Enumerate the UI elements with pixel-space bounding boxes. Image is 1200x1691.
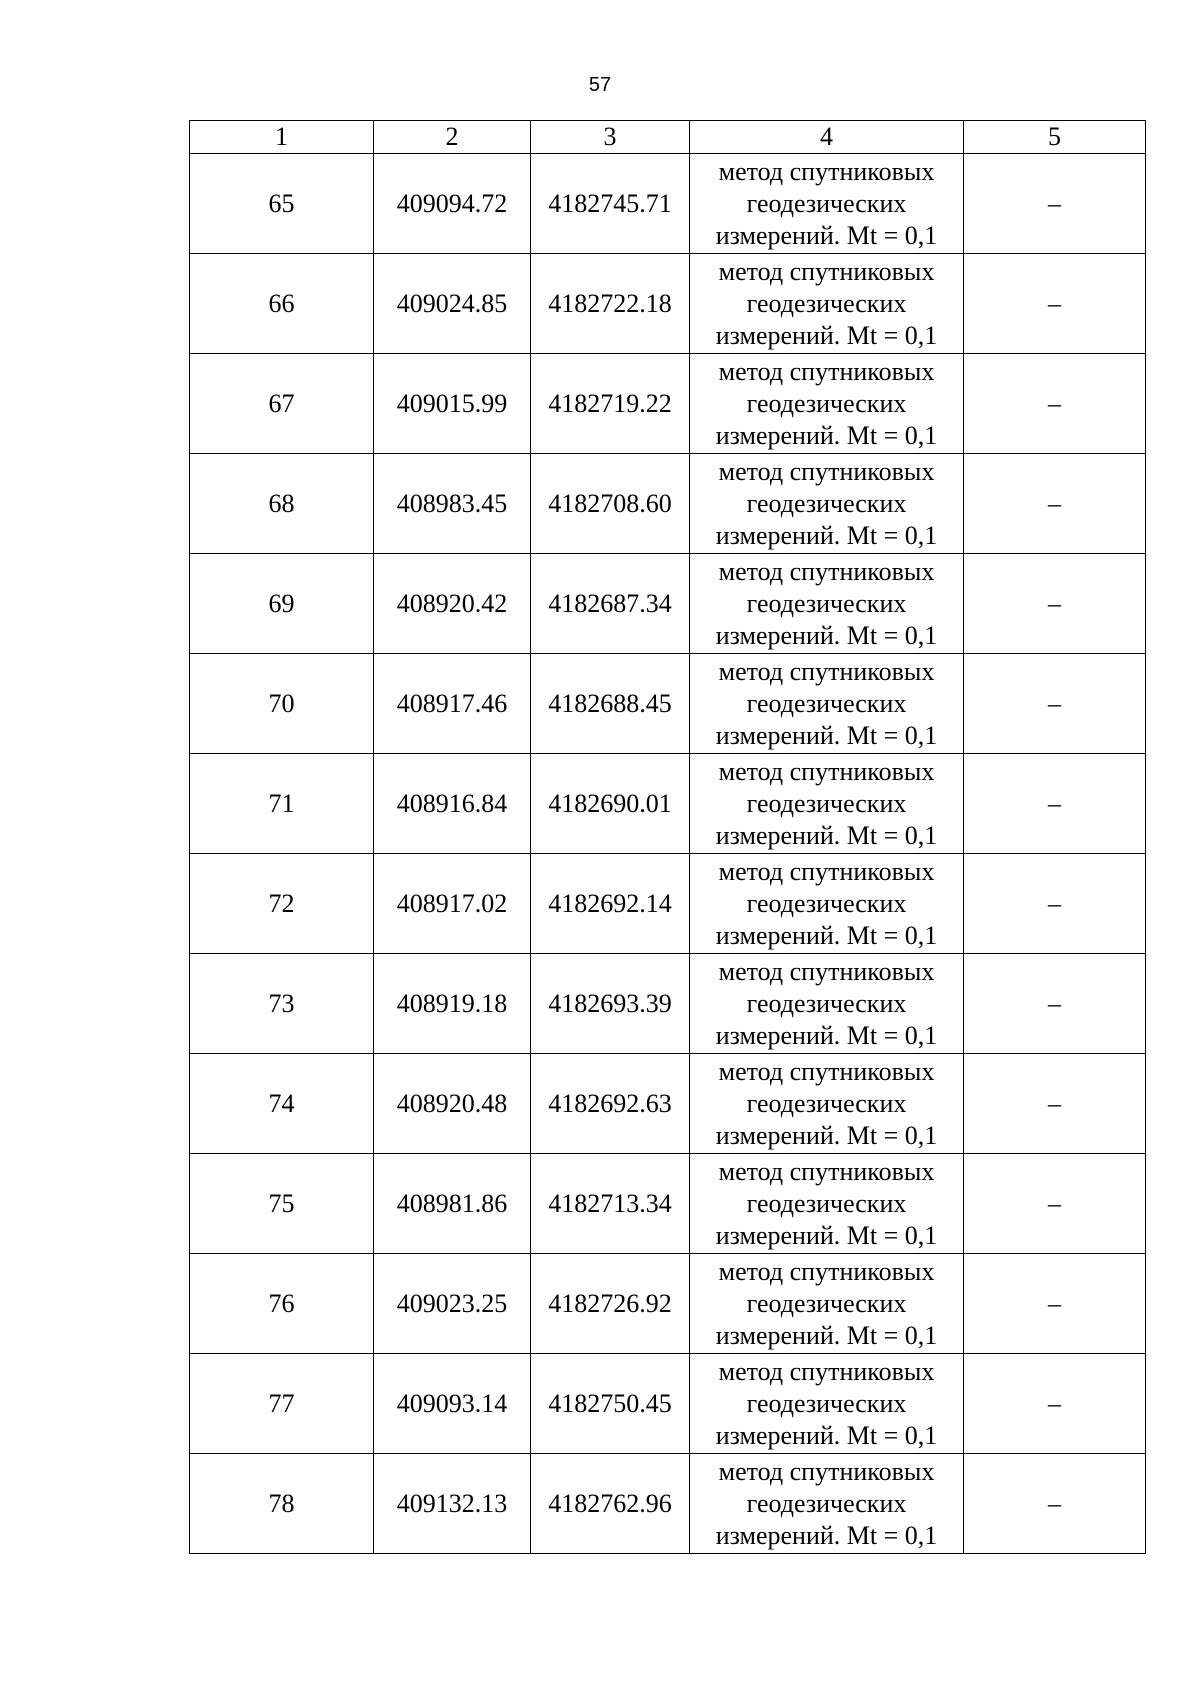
x-coordinate-cell: 409094.72 bbox=[374, 154, 531, 254]
point-number-cell: 66 bbox=[190, 254, 374, 354]
x-coordinate-cell: 408919.18 bbox=[374, 954, 531, 1054]
column-header-5: 5 bbox=[964, 121, 1146, 154]
method-cell: метод спутниковых геодезических измерений. Mt = 0,1 bbox=[690, 1354, 964, 1454]
method-cell: метод спутниковых геодезических измерений. Mt = 0,1 bbox=[690, 354, 964, 454]
point-number-cell: 70 bbox=[190, 654, 374, 754]
column-header-4: 4 bbox=[690, 121, 964, 154]
x-coordinate-cell: 409015.99 bbox=[374, 354, 531, 454]
point-number-cell: 72 bbox=[190, 854, 374, 954]
table-row bbox=[190, 854, 1146, 954]
x-coordinate-cell: 409024.85 bbox=[374, 254, 531, 354]
coordinates-table bbox=[189, 120, 1146, 1554]
point-number-cell: 75 bbox=[190, 1154, 374, 1254]
x-coordinate-cell: 409132.13 bbox=[374, 1454, 531, 1554]
table-row bbox=[190, 1354, 1146, 1454]
method-cell: метод спутниковых геодезических измерений. Mt = 0,1 bbox=[690, 1154, 964, 1254]
note-cell: – bbox=[964, 654, 1146, 754]
y-coordinate-cell: 4182745.71 bbox=[531, 154, 690, 254]
point-number-cell: 69 bbox=[190, 554, 374, 654]
point-number-cell: 74 bbox=[190, 1054, 374, 1154]
y-coordinate-cell: 4182690.01 bbox=[531, 754, 690, 854]
y-coordinate-cell: 4182693.39 bbox=[531, 954, 690, 1054]
y-coordinate-cell: 4182688.45 bbox=[531, 654, 690, 754]
note-cell: – bbox=[964, 1054, 1146, 1154]
method-cell: метод спутниковых геодезических измерений. Mt = 0,1 bbox=[690, 254, 964, 354]
table-row bbox=[190, 554, 1146, 654]
method-cell: метод спутниковых геодезических измерений. Mt = 0,1 bbox=[690, 454, 964, 554]
method-cell: метод спутниковых геодезических измерений. Mt = 0,1 bbox=[690, 854, 964, 954]
x-coordinate-cell: 408916.84 bbox=[374, 754, 531, 854]
note-cell: – bbox=[964, 1254, 1146, 1354]
note-cell: – bbox=[964, 1354, 1146, 1454]
method-cell: метод спутниковых геодезических измерений. Mt = 0,1 bbox=[690, 1254, 964, 1354]
note-cell: – bbox=[964, 354, 1146, 454]
x-coordinate-cell: 408917.02 bbox=[374, 854, 531, 954]
method-cell: метод спутниковых геодезических измерений. Mt = 0,1 bbox=[690, 1054, 964, 1154]
note-cell: – bbox=[964, 454, 1146, 554]
x-coordinate-cell: 408917.46 bbox=[374, 654, 531, 754]
point-number-cell: 78 bbox=[190, 1454, 374, 1554]
x-coordinate-cell: 408920.42 bbox=[374, 554, 531, 654]
note-cell: – bbox=[964, 954, 1146, 1054]
y-coordinate-cell: 4182692.63 bbox=[531, 1054, 690, 1154]
note-cell: – bbox=[964, 1454, 1146, 1554]
note-cell: – bbox=[964, 754, 1146, 854]
table-row bbox=[190, 154, 1146, 254]
y-coordinate-cell: 4182708.60 bbox=[531, 454, 690, 554]
point-number-cell: 76 bbox=[190, 1254, 374, 1354]
y-coordinate-cell: 4182692.14 bbox=[531, 854, 690, 954]
note-cell: – bbox=[964, 854, 1146, 954]
y-coordinate-cell: 4182687.34 bbox=[531, 554, 690, 654]
method-cell: метод спутниковых геодезических измерений. Mt = 0,1 bbox=[690, 654, 964, 754]
column-header-1: 1 bbox=[190, 121, 374, 154]
table-row bbox=[190, 954, 1146, 1054]
table-row bbox=[190, 454, 1146, 554]
y-coordinate-cell: 4182713.34 bbox=[531, 1154, 690, 1254]
x-coordinate-cell: 408981.86 bbox=[374, 1154, 531, 1254]
table-row bbox=[190, 1154, 1146, 1254]
note-cell: – bbox=[964, 1154, 1146, 1254]
note-cell: – bbox=[964, 254, 1146, 354]
y-coordinate-cell: 4182750.45 bbox=[531, 1354, 690, 1454]
method-cell: метод спутниковых геодезических измерений. Mt = 0,1 bbox=[690, 1454, 964, 1554]
y-coordinate-cell: 4182762.96 bbox=[531, 1454, 690, 1554]
method-cell: метод спутниковых геодезических измерений. Mt = 0,1 bbox=[690, 954, 964, 1054]
method-cell: метод спутниковых геодезических измерений. Mt = 0,1 bbox=[690, 154, 964, 254]
table-row bbox=[190, 254, 1146, 354]
column-header-3: 3 bbox=[531, 121, 690, 154]
x-coordinate-cell: 409023.25 bbox=[374, 1254, 531, 1354]
point-number-cell: 71 bbox=[190, 754, 374, 854]
point-number-cell: 73 bbox=[190, 954, 374, 1054]
point-number-cell: 67 bbox=[190, 354, 374, 454]
table-body bbox=[190, 154, 1146, 1554]
column-header-2: 2 bbox=[374, 121, 531, 154]
note-cell: – bbox=[964, 154, 1146, 254]
x-coordinate-cell: 408920.48 bbox=[374, 1054, 531, 1154]
point-number-cell: 77 bbox=[190, 1354, 374, 1454]
page-number: 57 bbox=[588, 74, 612, 96]
method-cell: метод спутниковых геодезических измерений. Mt = 0,1 bbox=[690, 554, 964, 654]
note-cell: – bbox=[964, 554, 1146, 654]
point-number-cell: 65 bbox=[190, 154, 374, 254]
y-coordinate-cell: 4182722.18 bbox=[531, 254, 690, 354]
table-row bbox=[190, 1254, 1146, 1354]
table-row bbox=[190, 754, 1146, 854]
table-row bbox=[190, 354, 1146, 454]
x-coordinate-cell: 409093.14 bbox=[374, 1354, 531, 1454]
point-number-cell: 68 bbox=[190, 454, 374, 554]
method-cell: метод спутниковых геодезических измерений. Mt = 0,1 bbox=[690, 754, 964, 854]
x-coordinate-cell: 408983.45 bbox=[374, 454, 531, 554]
y-coordinate-cell: 4182719.22 bbox=[531, 354, 690, 454]
y-coordinate-cell: 4182726.92 bbox=[531, 1254, 690, 1354]
table-row bbox=[190, 654, 1146, 754]
table-row bbox=[190, 1054, 1146, 1154]
table-header-row bbox=[190, 121, 1146, 154]
table-row bbox=[190, 1454, 1146, 1554]
